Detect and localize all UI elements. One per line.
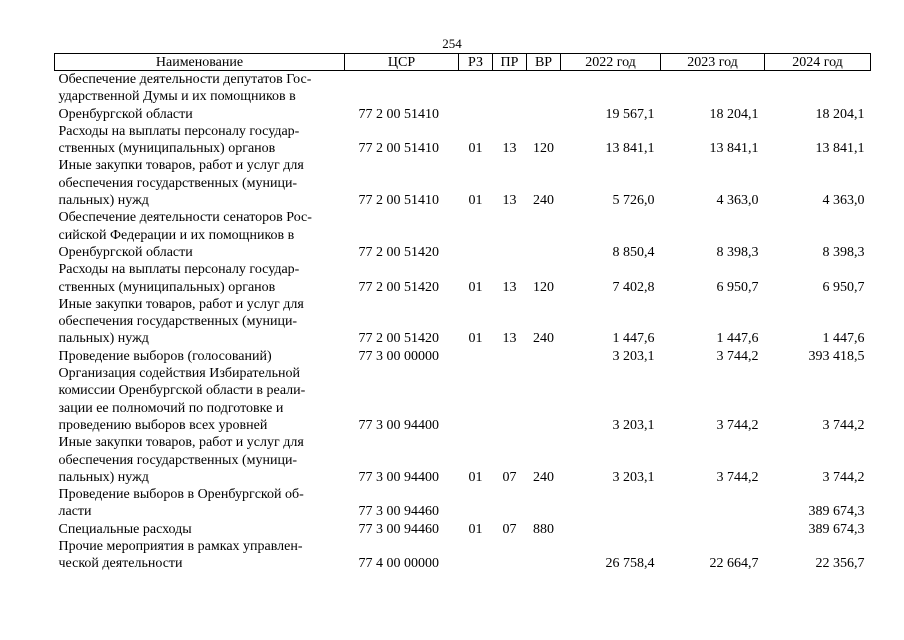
header-pr: ПР	[493, 54, 527, 71]
row-csr: 77 3 00 94400	[358, 417, 439, 433]
row-2022: 13 841,1	[605, 141, 655, 157]
row-2024: 389 674,3	[808, 521, 865, 537]
row-name-line: ласти	[58, 504, 92, 520]
row-name-line: Проведение выборов в Оренбургской об-	[58, 487, 304, 503]
row-2023: 13 841,1	[709, 141, 759, 157]
row-pr: 13	[502, 193, 517, 209]
row-name	[55, 365, 345, 434]
row-2023: 8 398,3	[716, 244, 759, 260]
row-rz: 01	[468, 279, 483, 295]
row-csr: 77 2 00 51410	[358, 106, 439, 122]
row-name	[55, 261, 345, 296]
row-pr	[493, 486, 527, 521]
row-rz	[459, 538, 493, 573]
table-row	[55, 348, 871, 365]
header-rz: РЗ	[459, 54, 493, 71]
row-name	[55, 538, 345, 573]
row-vr: 880	[533, 521, 554, 537]
row-name-line: обеспечения государственных (муници-	[58, 314, 298, 330]
row-2023: 6 950,7	[716, 279, 759, 295]
row-rz: 01	[468, 469, 483, 485]
row-name	[55, 348, 345, 365]
row-2023: 3 744,2	[716, 417, 759, 433]
table-row	[55, 296, 871, 348]
row-rz: 01	[468, 331, 483, 347]
header-row	[55, 54, 871, 71]
row-vr: 240	[533, 331, 554, 347]
row-rz: 01	[468, 141, 483, 157]
row-name-line: ударственной Думы и их помощников в	[58, 89, 296, 105]
row-2022: 5 726,0	[612, 193, 655, 209]
row-name-line: ческой деятельности	[58, 556, 183, 572]
row-csr: 77 2 00 51410	[358, 193, 439, 209]
row-pr	[493, 348, 527, 365]
header-2023: 2023 год	[661, 54, 765, 71]
row-name-line: ственных (муниципальных) органов	[58, 279, 276, 295]
row-name-line: Специальные расходы	[58, 521, 192, 537]
row-rz	[459, 486, 493, 521]
table-row	[55, 209, 871, 261]
table-header	[55, 54, 871, 71]
row-pr	[493, 209, 527, 261]
row-name-line: обеспечения государственных (муници-	[58, 452, 298, 468]
row-pr	[493, 538, 527, 573]
row-name	[55, 209, 345, 261]
row-2023: 3 744,2	[716, 348, 759, 364]
row-rz	[459, 71, 493, 123]
row-name	[55, 486, 345, 521]
row-vr	[527, 365, 561, 434]
row-name-line: пальных) нужд	[58, 193, 149, 209]
row-name-line: Иные закупки товаров, работ и услуг для	[58, 158, 304, 174]
row-vr: 120	[533, 279, 554, 295]
row-name-line: комиссии Оренбургской области в реали-	[58, 383, 306, 399]
row-name-line: пальных) нужд	[58, 331, 149, 347]
row-name-line: Иные закупки товаров, работ и услуг для	[58, 435, 304, 451]
row-2024: 3 744,2	[822, 469, 865, 485]
row-2023: 18 204,1	[709, 106, 759, 122]
row-2022: 7 402,8	[612, 279, 655, 295]
row-name	[55, 71, 345, 123]
header-2022: 2022 год	[561, 54, 661, 71]
table-row	[55, 71, 871, 123]
header-csr: ЦСР	[345, 54, 459, 71]
row-vr: 240	[533, 193, 554, 209]
row-2022: 19 567,1	[605, 106, 655, 122]
row-name-line: Расходы на выплаты персоналу государ-	[58, 262, 300, 278]
header-2024: 2024 год	[765, 54, 871, 71]
row-csr: 77 2 00 51420	[358, 244, 439, 260]
row-name	[55, 434, 345, 486]
row-2024: 22 356,7	[815, 556, 865, 572]
row-csr: 77 3 00 94400	[358, 469, 439, 485]
row-name-line: пальных) нужд	[58, 469, 149, 485]
row-2024: 13 841,1	[815, 141, 865, 157]
row-name-line: обеспечения государственных (муници-	[58, 175, 298, 191]
row-2022	[561, 486, 661, 521]
header-vr: ВР	[527, 54, 561, 71]
row-2022: 3 203,1	[612, 417, 655, 433]
row-csr: 77 2 00 51410	[358, 141, 439, 157]
table-row	[55, 157, 871, 209]
row-name-line: зации ее полномочий по подготовке и	[58, 400, 284, 416]
row-vr: 120	[533, 141, 554, 157]
row-2024: 18 204,1	[815, 106, 865, 122]
table-row	[55, 261, 871, 296]
row-name-line: Оренбургской области	[58, 106, 193, 122]
row-csr: 77 3 00 94460	[358, 521, 439, 537]
row-name-line: Иные закупки товаров, работ и услуг для	[58, 296, 304, 312]
row-rz	[459, 365, 493, 434]
row-2024: 4 363,0	[822, 193, 865, 209]
row-name	[55, 157, 345, 209]
row-csr: 77 3 00 94460	[358, 504, 439, 520]
row-vr	[527, 348, 561, 365]
table-body	[55, 71, 871, 573]
row-vr	[527, 486, 561, 521]
table-row	[55, 123, 871, 158]
row-pr: 07	[502, 521, 517, 537]
row-pr: 07	[502, 469, 517, 485]
row-rz	[459, 348, 493, 365]
row-pr	[493, 365, 527, 434]
row-pr	[493, 71, 527, 123]
row-2022	[561, 521, 661, 538]
table-row	[55, 434, 871, 486]
row-name-line: Оренбургской области	[58, 244, 193, 260]
row-name	[55, 123, 345, 158]
row-2022: 3 203,1	[612, 348, 655, 364]
page-number: 254	[442, 36, 462, 51]
header-name: Наименование	[55, 54, 345, 71]
row-csr: 77 3 00 00000	[358, 348, 439, 364]
row-2023: 4 363,0	[716, 193, 759, 209]
row-name-line: Расходы на выплаты персоналу государ-	[58, 123, 300, 139]
budget-table	[54, 53, 871, 573]
row-name	[55, 296, 345, 348]
row-2022: 26 758,4	[605, 556, 655, 572]
row-vr	[527, 538, 561, 573]
row-name-line: Организация содействия Избирательной	[58, 366, 301, 382]
row-vr: 240	[533, 469, 554, 485]
row-2023: 22 664,7	[709, 556, 759, 572]
row-rz: 01	[468, 521, 483, 537]
row-name-line: Обеспечение деятельности депутатов Гос-	[58, 72, 312, 87]
row-pr: 13	[502, 279, 517, 295]
row-csr: 77 2 00 51420	[358, 279, 439, 295]
row-pr: 13	[502, 331, 517, 347]
row-rz: 01	[468, 193, 483, 209]
row-2024: 3 744,2	[822, 417, 865, 433]
row-vr	[527, 71, 561, 123]
row-2022: 1 447,6	[612, 331, 655, 347]
row-name-line: Обеспечение деятельности сенаторов Рос-	[58, 210, 312, 226]
row-rz	[459, 209, 493, 261]
row-pr: 13	[502, 141, 517, 157]
row-name-line: Прочие мероприятия в рамках управлен-	[58, 539, 303, 555]
row-2023: 3 744,2	[716, 469, 759, 485]
row-csr: 77 4 00 00000	[358, 556, 439, 572]
row-name-line: Проведение выборов (голосований)	[58, 348, 272, 364]
row-2024: 8 398,3	[822, 244, 865, 260]
row-vr	[527, 209, 561, 261]
table-row	[55, 521, 871, 538]
row-2022: 3 203,1	[612, 469, 655, 485]
row-name-line: проведению выборов всех уровней	[58, 417, 268, 433]
row-2024: 1 447,6	[822, 331, 865, 347]
row-2022: 8 850,4	[612, 244, 655, 260]
row-2024: 389 674,3	[808, 504, 865, 520]
table-row	[55, 365, 871, 434]
row-csr: 77 2 00 51420	[358, 331, 439, 347]
row-2024: 393 418,5	[808, 348, 865, 364]
row-name-line: ственных (муниципальных) органов	[58, 141, 276, 157]
row-name-line: сийской Федерации и их помощников в	[58, 227, 295, 243]
row-2023	[661, 521, 765, 538]
row-2023: 1 447,6	[716, 331, 759, 347]
table-row	[55, 538, 871, 573]
row-2024: 6 950,7	[822, 279, 865, 295]
row-2023	[661, 486, 765, 521]
table-row	[55, 486, 871, 521]
row-name	[55, 521, 345, 538]
